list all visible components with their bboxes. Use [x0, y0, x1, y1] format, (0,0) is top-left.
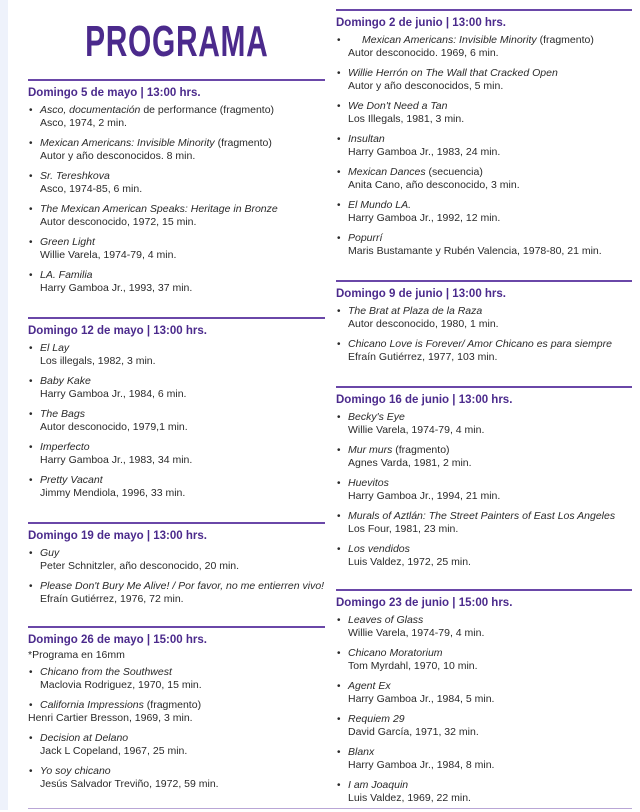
bullet-icon: • [337, 544, 341, 555]
bullet-icon: • [29, 204, 33, 215]
bullet-icon: • [337, 167, 341, 178]
schedule-section [28, 79, 325, 295]
film-title: Popurrí [348, 232, 383, 244]
film-credit: Luis Valdez, 1969, 22 min. [348, 792, 471, 804]
film-item [336, 100, 632, 126]
section-heading: Domingo 19 de mayo | 13:00 hrs. [28, 530, 207, 542]
bullet-icon: • [29, 733, 33, 744]
film-credit: Autor desconocido, 1980, 1 min. [348, 318, 499, 330]
film-credit: Autor y año desconocidos. 8 min. [40, 150, 196, 162]
film-title: Chicano Love is Forever/ Amor Chicano es para siempre [348, 338, 612, 350]
film-credit: Henri Cartier Bresson, 1969, 3 min. [28, 712, 193, 724]
film-credit: Autor desconocido, 1979,1 min. [40, 421, 188, 433]
film-item [28, 441, 325, 467]
film-credit: Tom Myrdahl, 1970, 10 min. [348, 660, 478, 672]
film-item [336, 477, 632, 503]
section-heading: Domingo 12 de mayo | 13:00 hrs. [28, 325, 207, 337]
film-credit: Peter Schnitzler, año desconocido, 20 min. [40, 560, 240, 572]
film-title: Los vendidos [348, 543, 410, 555]
bullet-icon: • [29, 376, 33, 387]
bullet-icon: • [337, 68, 341, 79]
bullet-icon: • [29, 237, 33, 248]
film-item [28, 236, 325, 262]
film-credit: Jimmy Mendiola, 1996, 33 min. [40, 487, 186, 499]
film-title: Sr. Tereshkova [40, 170, 110, 182]
bullet-icon: • [29, 171, 33, 182]
film-title-suffix: (fragmento) [214, 137, 272, 149]
film-list [28, 342, 325, 500]
bullet-icon: • [337, 445, 341, 456]
film-item [28, 474, 325, 500]
film-list [336, 614, 632, 805]
bullet-icon: • [337, 780, 341, 791]
section-heading: Domingo 5 de mayo | 13:00 hrs. [28, 87, 201, 99]
film-title: Insultan [348, 133, 385, 145]
film-credit: Efraín Gutiérrez, 1977, 103 min. [348, 351, 498, 363]
section-heading: Domingo 26 de mayo | 15:00 hrs. [28, 634, 207, 646]
film-title-suffix: de performance (fragmento) [140, 104, 275, 116]
film-title: Green Light [40, 236, 95, 248]
film-item [336, 166, 632, 192]
film-credit: Autor desconocido. 1969, 6 min. [348, 47, 499, 59]
film-credit: Autor desconocido, 1972, 15 min. [40, 216, 197, 228]
film-credit: Los Illegals, 1981, 3 min. [348, 113, 465, 125]
film-title: The Mexican American Speaks: Heritage in Bronze [40, 203, 278, 215]
film-credit: Asco, 1974, 2 min. [40, 117, 127, 129]
film-credit: Efraín Gutiérrez, 1976, 72 min. [40, 593, 184, 605]
film-item [336, 444, 632, 470]
bullet-icon: • [337, 681, 341, 692]
film-item [28, 342, 325, 368]
film-list [28, 547, 325, 606]
film-item [28, 408, 325, 434]
film-credit: Agnes Varda, 1981, 2 min. [348, 457, 472, 469]
bullet-icon: • [337, 714, 341, 725]
film-title: LA. Familia [40, 269, 93, 281]
bottom-divider [28, 808, 632, 809]
schedule-section [28, 522, 325, 606]
film-item [336, 411, 632, 437]
film-title: Pretty Vacant [40, 474, 103, 486]
film-item [336, 543, 632, 569]
film-title: Please Don't Bury Me Alive! / Por favor, no me entierren vivo! [40, 580, 325, 592]
film-title: Requiem 29 [348, 713, 405, 725]
section-heading: Domingo 9 de junio | 13:00 hrs. [336, 288, 506, 300]
film-item [28, 269, 325, 295]
section-note: *Programa en 16mm [28, 649, 125, 661]
bullet-icon: • [337, 306, 341, 317]
film-item [336, 614, 632, 640]
section-heading: Domingo 2 de junio | 13:00 hrs. [336, 17, 506, 29]
film-item [336, 305, 632, 331]
bullet-icon: • [337, 35, 341, 46]
film-item [28, 580, 325, 606]
bullet-icon: • [29, 548, 33, 559]
film-credit: Harry Gamboa Jr., 1992, 12 min. [348, 212, 501, 224]
film-item [28, 666, 325, 692]
schedule-section [336, 386, 632, 569]
film-title: Willie Herrón on The Wall that Cracked Open [348, 67, 558, 79]
film-title: Chicano Moratorium [348, 647, 443, 659]
schedule-section [336, 9, 632, 258]
film-credit: Anita Cano, año desconocido, 3 min. [348, 179, 520, 191]
film-list [336, 411, 632, 569]
film-credit: Willie Varela, 1974-79, 4 min. [348, 627, 485, 639]
film-title: Asco, documentación [40, 104, 141, 116]
film-credit: Harry Gamboa Jr., 1984, 8 min. [348, 759, 495, 771]
bullet-icon: • [337, 511, 341, 522]
film-title: Leaves of Glass [348, 614, 424, 626]
film-list [336, 34, 632, 258]
section-heading: Domingo 16 de junio | 13:00 hrs. [336, 394, 513, 406]
film-credit: Harry Gamboa Jr., 1983, 24 min. [348, 146, 501, 158]
bullet-icon: • [29, 409, 33, 420]
film-item [28, 137, 325, 163]
film-list [28, 104, 325, 295]
film-title: Mexican Dances [348, 166, 426, 178]
film-title-suffix: (secuencia) [425, 166, 483, 178]
bullet-icon: • [337, 648, 341, 659]
bullet-icon: • [29, 475, 33, 486]
film-credit: Los illegals, 1982, 3 min. [40, 355, 156, 367]
film-item [28, 375, 325, 401]
bullet-icon: • [337, 101, 341, 112]
title-block [28, 18, 325, 68]
film-credit: Los Four, 1981, 23 min. [348, 523, 459, 535]
bullet-icon: • [337, 200, 341, 211]
bullet-icon: • [29, 270, 33, 281]
page-edge-stripe [0, 0, 8, 810]
bullet-icon: • [29, 138, 33, 149]
film-title-suffix: (fragmento) [143, 699, 202, 711]
film-title: Murals of Aztlán: The Street Painters of East Los Angeles [348, 510, 616, 522]
film-title: Baby Kake [40, 375, 91, 387]
film-title: Guy [40, 547, 60, 559]
film-credit: Harry Gamboa Jr., 1983, 34 min. [40, 454, 193, 466]
film-credit: Asco, 1974-85, 6 min. [40, 183, 143, 195]
film-title: The Brat at Plaza de la Raza [348, 305, 483, 317]
film-title: Mexican Americans: Invisible Minority [40, 137, 215, 149]
schedule-section [28, 626, 325, 791]
bullet-icon: • [29, 581, 33, 592]
bullet-icon: • [29, 343, 33, 354]
film-credit: Willie Varela, 1974-79, 4 min. [40, 249, 177, 261]
bullet-icon: • [29, 442, 33, 453]
film-credit: Maclovia Rodriguez, 1970, 15 min. [40, 679, 202, 691]
film-item [336, 199, 632, 225]
film-title: Mexican Americans: Invisible Minority [362, 34, 537, 46]
schedule-section [28, 317, 325, 500]
film-title: Huevitos [348, 477, 389, 489]
film-credit: Maris Bustamante y Rubén Valencia, 1978-80, 21 min. [348, 245, 602, 257]
film-credit: Luis Valdez, 1972, 25 min. [348, 556, 471, 568]
film-item [336, 232, 632, 258]
film-item [336, 779, 632, 805]
film-title: The Bags [40, 408, 85, 420]
film-title: Becky's Eye [348, 411, 405, 423]
film-credit: Willie Varela, 1974-79, 4 min. [348, 424, 485, 436]
right-column [336, 9, 632, 812]
film-title: El Lay [40, 342, 70, 354]
film-credit: Jack L Copeland, 1967, 25 min. [40, 745, 188, 757]
film-title: Imperfecto [40, 441, 90, 453]
film-title: Chicano from the Southwest [40, 666, 172, 678]
film-credit: Harry Gamboa Jr., 1994, 21 min. [348, 490, 501, 502]
film-list [336, 305, 632, 364]
film-credit: Harry Gamboa Jr., 1993, 37 min. [40, 282, 193, 294]
film-credit: Jesús Salvador Treviño, 1972, 59 min. [40, 778, 219, 790]
bullet-icon: • [29, 667, 33, 678]
film-title: Blanx [348, 746, 375, 758]
bullet-icon: • [337, 339, 341, 350]
film-item [28, 170, 325, 196]
film-item [336, 34, 632, 60]
film-title: I am Joaquin [348, 779, 409, 791]
film-title: We Don't Need a Tan [348, 100, 448, 112]
film-title-suffix: (fragmento) [392, 444, 450, 456]
film-credit: Harry Gamboa Jr., 1984, 5 min. [348, 693, 495, 705]
film-title: California Impressions [40, 699, 144, 711]
bullet-icon: • [337, 478, 341, 489]
section-heading: Domingo 23 de junio | 15:00 hrs. [336, 597, 513, 609]
film-item [28, 765, 325, 791]
film-item [336, 713, 632, 739]
bullet-icon: • [337, 747, 341, 758]
schedule-section [336, 589, 632, 805]
film-item [28, 732, 325, 758]
film-title: Yo soy chicano [40, 765, 111, 777]
film-item [336, 680, 632, 706]
film-title: Decision at Delano [40, 732, 129, 744]
film-credit: Autor y año desconocidos, 5 min. [348, 80, 504, 92]
film-item [336, 510, 632, 536]
film-title: El Mundo LA. [348, 199, 412, 211]
film-item [336, 338, 632, 364]
film-title: Agent Ex [348, 680, 391, 692]
film-item [336, 67, 632, 93]
left-column [28, 79, 325, 798]
film-item [336, 647, 632, 673]
film-title-suffix: (fragmento) [536, 34, 594, 46]
film-item [28, 203, 325, 229]
bullet-icon: • [337, 615, 341, 626]
film-item [28, 699, 325, 725]
bullet-icon: • [337, 233, 341, 244]
film-credit: Harry Gamboa Jr., 1984, 6 min. [40, 388, 187, 400]
page-title: PROGRAMA [84, 17, 269, 66]
film-list [28, 666, 325, 791]
bullet-icon: • [337, 412, 341, 423]
film-item [28, 547, 325, 573]
schedule-section [336, 280, 632, 364]
bullet-icon: • [29, 700, 33, 711]
film-item [336, 746, 632, 772]
bullet-icon: • [29, 105, 33, 116]
film-item [336, 133, 632, 159]
bullet-icon: • [29, 766, 33, 777]
film-item [28, 104, 325, 130]
bullet-icon: • [337, 134, 341, 145]
film-title: Mur murs [348, 444, 393, 456]
film-credit: David García, 1971, 32 min. [348, 726, 479, 738]
